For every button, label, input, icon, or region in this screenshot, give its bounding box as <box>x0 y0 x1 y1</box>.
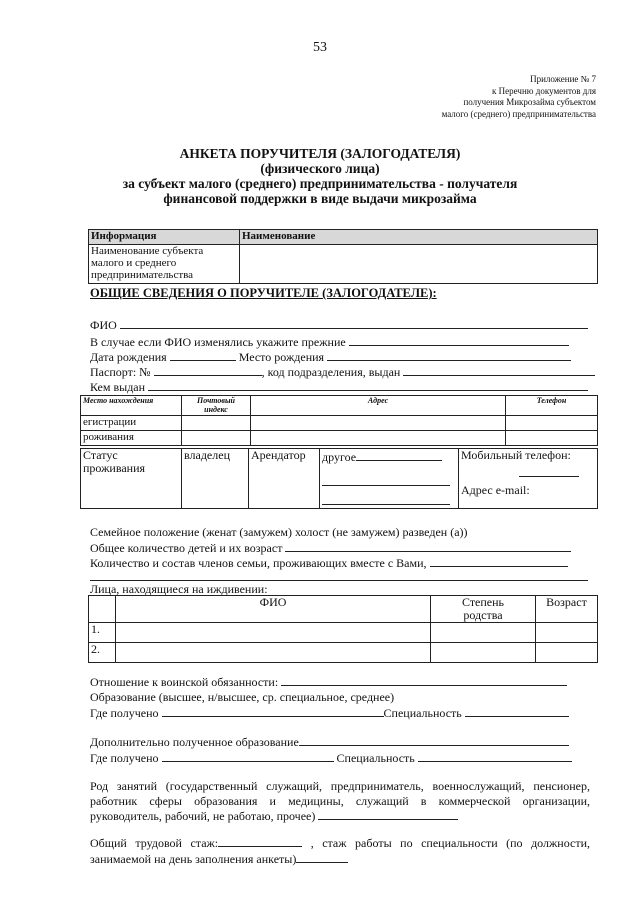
children-row <box>90 540 571 556</box>
appendix-note <box>336 74 596 120</box>
fio-field[interactable] <box>120 317 588 329</box>
status-line: Статус <box>83 448 118 462</box>
marital-label[interactable]: Семейное положение (женат (замужем) холост (не замужем) разведен (а)) <box>90 525 468 539</box>
passport-row <box>90 364 595 380</box>
appendix-line: к Перечню документов для <box>492 85 596 96</box>
dep-col-degree <box>431 596 536 623</box>
issued-by-label: Кем выдан <box>90 380 146 394</box>
status-tenant[interactable]: Арендатор <box>249 449 320 509</box>
marital-row <box>90 525 468 540</box>
issued-by-field[interactable] <box>148 379 588 391</box>
add-edu-where-row <box>90 750 572 766</box>
address-table <box>80 395 598 446</box>
form-title <box>60 146 580 206</box>
children-label: Общее количество детей и их возраст <box>90 541 283 555</box>
residence-phone[interactable] <box>506 431 598 446</box>
col-address: Адрес <box>251 396 506 416</box>
add-edu-field[interactable] <box>299 734 569 746</box>
registration-index[interactable] <box>182 416 251 431</box>
col-location: Место нахождения <box>81 396 182 416</box>
row-residence: роживания <box>81 431 182 446</box>
education-specialty-field[interactable] <box>465 705 569 717</box>
education-where-row <box>90 705 569 721</box>
issued-by-row <box>90 379 588 395</box>
status-other <box>320 449 459 509</box>
birth-date-field[interactable] <box>170 349 236 361</box>
status-other-label[interactable]: другое <box>322 450 357 464</box>
education-where-field[interactable] <box>162 705 384 717</box>
mobile-label: Мобильный телефон: <box>461 448 571 462</box>
members-label: Количество и состав членов семьи, проживающих вместе с Вами, <box>90 556 427 570</box>
add-edu-specialty-label: Специальность <box>336 751 415 765</box>
subject-name-label <box>89 245 240 284</box>
military-label: Отношение к воинской обязанности: <box>90 675 279 689</box>
dep-num-header <box>89 596 116 623</box>
dep-row-fio[interactable] <box>116 643 431 663</box>
col-index-line: Почтовый <box>197 396 235 405</box>
dep-col-degree-line: Степень <box>461 595 505 609</box>
occupation-label[interactable]: Род занятий (государственный служащий, предприниматель, военнослужащий, пенсионер, работник сферы образования и медицины, служащий в коммерческой организации, руководитель, рабочий, не работаю, прочее) <box>90 779 590 823</box>
passport-number-field[interactable] <box>154 364 262 376</box>
status-label <box>81 449 182 509</box>
prev-fio-label: В случае если ФИО изменялись укажите прежние <box>90 335 346 349</box>
header-info: Информация <box>89 230 240 245</box>
subject-name-value[interactable] <box>240 245 598 284</box>
members-line[interactable] <box>90 580 588 581</box>
occupation-text <box>90 779 590 824</box>
add-edu-label: Дополнительно полученное образование <box>90 735 299 749</box>
table-row <box>89 623 598 643</box>
experience-total-label: Общий трудовой стаж: <box>90 836 219 850</box>
title-line: АНКЕТА ПОРУЧИТЕЛЯ (ЗАЛОГОДАТЕЛЯ) <box>179 146 461 161</box>
label-line: малого и среднего <box>91 257 177 269</box>
dependents-caption: Лица, находящиеся на иждивении: <box>90 582 268 596</box>
col-phone: Телефон <box>506 396 598 416</box>
birth-row <box>90 349 571 365</box>
members-row <box>90 555 568 571</box>
education-label[interactable]: Образование (высшее, н/высшее, ср. специальное, среднее) <box>90 690 395 704</box>
fio-label: ФИО <box>90 318 117 332</box>
info-table <box>88 229 598 284</box>
add-edu-where-label: Где получено <box>90 751 159 765</box>
birth-place-field[interactable] <box>327 349 571 361</box>
status-owner[interactable]: владелец <box>182 449 249 509</box>
contact-cell <box>459 449 598 509</box>
section-title: ОБЩИЕ СВЕДЕНИЯ О ПОРУЧИТЕЛЕ (ЗАЛОГОДАТЕЛЕ): <box>90 286 437 300</box>
status-line: проживания <box>83 461 146 475</box>
page-number: 53 <box>313 40 327 55</box>
label-line: Наименование субъекта <box>91 245 204 257</box>
appendix-line: Приложение № 7 <box>530 74 596 84</box>
status-other-line[interactable] <box>322 493 450 505</box>
education-specialty-label: Специальность <box>383 706 462 720</box>
dep-col-age: Возраст <box>536 596 598 623</box>
military-field[interactable] <box>281 674 567 686</box>
experience-text <box>90 835 590 866</box>
dep-row-fio[interactable] <box>116 623 431 643</box>
dep-col-degree-line: родства <box>463 608 503 622</box>
birth-place-label: Место рождения <box>238 350 325 364</box>
header-name: Наименование <box>240 230 598 245</box>
title-line: финансовой поддержки в виде выдачи микрозайма <box>163 191 477 206</box>
table-row <box>89 643 598 663</box>
title-line: за субъект малого (среднего) предпринимательства - получателя <box>122 176 518 191</box>
appendix-line: получения Микрозайма субъектом <box>463 97 596 107</box>
appendix-line: малого (среднего) предпринимательства <box>441 108 596 119</box>
dep-row-num: 2. <box>89 643 116 663</box>
experience-total-field[interactable] <box>218 835 302 847</box>
add-edu-specialty-field[interactable] <box>418 750 572 762</box>
education-where-label: Где получено <box>90 706 159 720</box>
issued-field[interactable] <box>403 364 595 376</box>
title-line: (физического лица) <box>260 161 380 176</box>
residence-address[interactable] <box>251 431 506 446</box>
add-edu-where-field[interactable] <box>162 750 334 762</box>
birth-date-label: Дата рождения <box>90 350 167 364</box>
status-other-field[interactable] <box>356 449 442 461</box>
education-row <box>90 690 394 705</box>
experience-specialty-label: , стаж работы по специальности (по должности, занимаемой на день заполнения анкеты) <box>90 836 591 866</box>
dep-row-age[interactable] <box>536 623 598 643</box>
dep-row-age[interactable] <box>536 643 598 663</box>
row-registration: егистрации <box>81 416 182 431</box>
col-index-line: индекс <box>204 405 228 414</box>
col-index <box>182 396 251 416</box>
dep-row-degree[interactable] <box>431 643 536 663</box>
prev-fio-field[interactable] <box>349 334 569 346</box>
fio-row <box>90 317 588 333</box>
military-row <box>90 674 567 690</box>
dep-col-fio: ФИО <box>116 596 431 623</box>
registration-address[interactable] <box>251 416 506 431</box>
experience-specialty-field[interactable] <box>296 851 348 863</box>
registration-phone[interactable] <box>506 416 598 431</box>
members-field[interactable] <box>430 555 568 567</box>
residence-index[interactable] <box>182 431 251 446</box>
passport-label: Паспорт: № <box>90 365 151 379</box>
occupation-field[interactable] <box>318 808 458 820</box>
dependents-table <box>88 595 598 663</box>
dep-row-num: 1. <box>89 623 116 643</box>
status-other-line[interactable] <box>322 474 450 486</box>
subdivision-label: , код подразделения, выдан <box>261 365 401 379</box>
dep-row-degree[interactable] <box>431 623 536 643</box>
add-edu-row <box>90 734 569 750</box>
status-table <box>80 448 598 509</box>
mobile-field[interactable] <box>519 465 579 477</box>
email-label: Адрес e-mail: <box>461 483 530 497</box>
children-field[interactable] <box>285 540 571 552</box>
label-line: предпринимательства <box>91 269 194 281</box>
prev-fio-row <box>90 334 569 350</box>
